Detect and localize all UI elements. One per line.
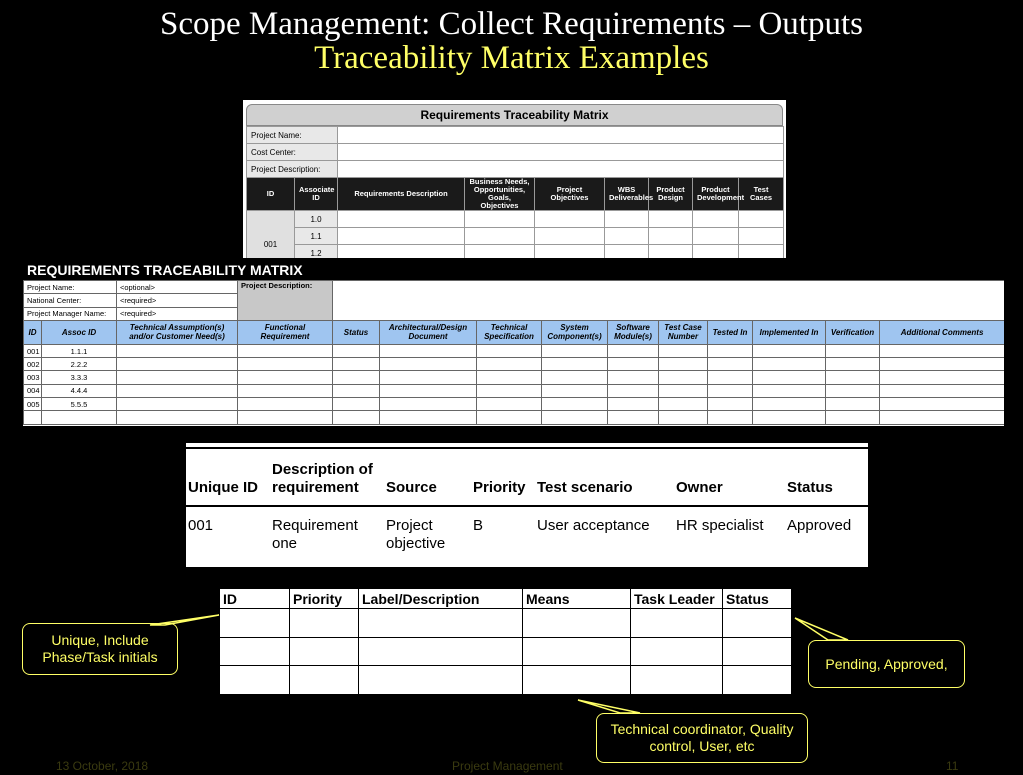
matrix-1-col-header: Test Cases (739, 178, 784, 211)
matrix-1-assoc-id: 1.2 (295, 245, 338, 259)
matrix-1-header: Requirements Traceability Matrix (246, 104, 783, 126)
footer-course: Project Management (452, 759, 563, 773)
matrix-2-col-header: Software Module(s) (608, 320, 659, 344)
matrix-2-col-header: Test Case Number (659, 320, 708, 344)
matrix-2-col-header: Functional Requirement (238, 320, 333, 344)
matrix-1-assoc-id: 1.1 (295, 228, 338, 245)
matrix-1-label: Project Description: (247, 161, 338, 178)
callout-pointer-leader (578, 700, 640, 713)
matrix-1-col-header: Business Needs, Opportunities, Goals, Objectives (465, 178, 535, 211)
matrix-2-col-header: Implemented In (753, 320, 826, 344)
matrix-2-value: <required> (117, 307, 238, 320)
callout-status-note: Pending, Approved, (808, 640, 965, 688)
matrix-1-col-header: Product Development (693, 178, 739, 211)
matrix-2-col-header: Tested In (708, 320, 753, 344)
matrix-2-col-header: Status (333, 320, 380, 344)
matrix-4-col-header: ID (220, 589, 290, 609)
matrix-1-col-header: WBS Deliverables (605, 178, 649, 211)
matrix-1-col-header: Product Design (649, 178, 693, 211)
matrix-4-col-header: Status (723, 589, 792, 609)
matrix-2-col-header: Technical Specification (477, 320, 542, 344)
table-row: 002 2.2.2 (24, 358, 1005, 371)
matrix-2-col-header: Additional Comments (880, 320, 1005, 344)
matrix-1-label: Cost Center: (247, 144, 338, 161)
matrix-1-col-header: Project Objectives (535, 178, 605, 211)
matrix-2-value: <optional> (117, 281, 238, 294)
matrix-1-col-header: Requirements Description (338, 178, 465, 211)
matrix-1-col-header: Associate ID (295, 178, 338, 211)
matrix-3-col-header: Priority (471, 449, 535, 506)
matrix-3-col-header: Test scenario (535, 449, 674, 506)
slide-subtitle: Traceability Matrix Examples (314, 40, 709, 76)
matrix-1-label: Project Name: (247, 127, 338, 144)
matrix-2-label: Project Name: (24, 281, 117, 294)
table-row: 003 3.3.3 (24, 371, 1005, 384)
footer-date: 13 October, 2018 (56, 759, 149, 773)
matrix-2-col-header: ID (24, 320, 42, 344)
matrix-4-col-header: Task Leader (631, 589, 723, 609)
matrix-1-assoc-id: 1.0 (295, 211, 338, 228)
matrix-2-col-header: Assoc ID (42, 320, 117, 344)
slide-title: Scope Management: Collect Requirements – Outputs (160, 6, 863, 42)
matrix-2-col-header: Verification (826, 320, 880, 344)
matrix-3-col-header: Source (384, 449, 471, 506)
matrix-4-col-header: Means (523, 589, 631, 609)
matrix-2-header: REQUIREMENTS TRACEABILITY MATRIX (23, 260, 1004, 280)
table-row: 005 5.5.5 (24, 398, 1005, 411)
matrix-2-col-header: System Component(s) (542, 320, 608, 344)
matrix-2-label: National Center: (24, 294, 117, 307)
table-row: 001 Requirement one Project objective B User acceptance HR specialist Approved (188, 517, 852, 552)
callout-leader-note: Technical coordinator, Quality control, User, etc (596, 713, 808, 763)
matrix-2-col-header: Technical Assumption(s) and/or Customer Need(s) (117, 320, 238, 344)
table-row: 001 1.1.1 (24, 344, 1005, 357)
matrix-2-label: Project Manager Name: (24, 307, 117, 320)
matrix-3-col-header: Description of requirement (270, 449, 384, 506)
matrix-1-row-id: 001 (247, 211, 295, 259)
matrix-3-col-header: Owner (674, 449, 785, 506)
matrix-2-project-description-label: Project Description: (238, 281, 333, 321)
matrix-2-col-header: Architectural/Design Document (380, 320, 477, 344)
matrix-4-col-header: Priority (290, 589, 359, 609)
matrix-3-col-header: Status (785, 449, 868, 506)
matrix-1-col-header: ID (247, 178, 295, 211)
matrix-4-col-header: Label/Description (359, 589, 523, 609)
callout-id-note: Unique, Include Phase/Task initials (22, 623, 178, 675)
footer-page-number: 11 (946, 759, 959, 773)
table-row: 004 4.4.4 (24, 384, 1005, 397)
matrix-2-value: <required> (117, 294, 238, 307)
callout-pointer-status (795, 618, 848, 640)
matrix-3-col-header: Unique ID (186, 449, 270, 506)
